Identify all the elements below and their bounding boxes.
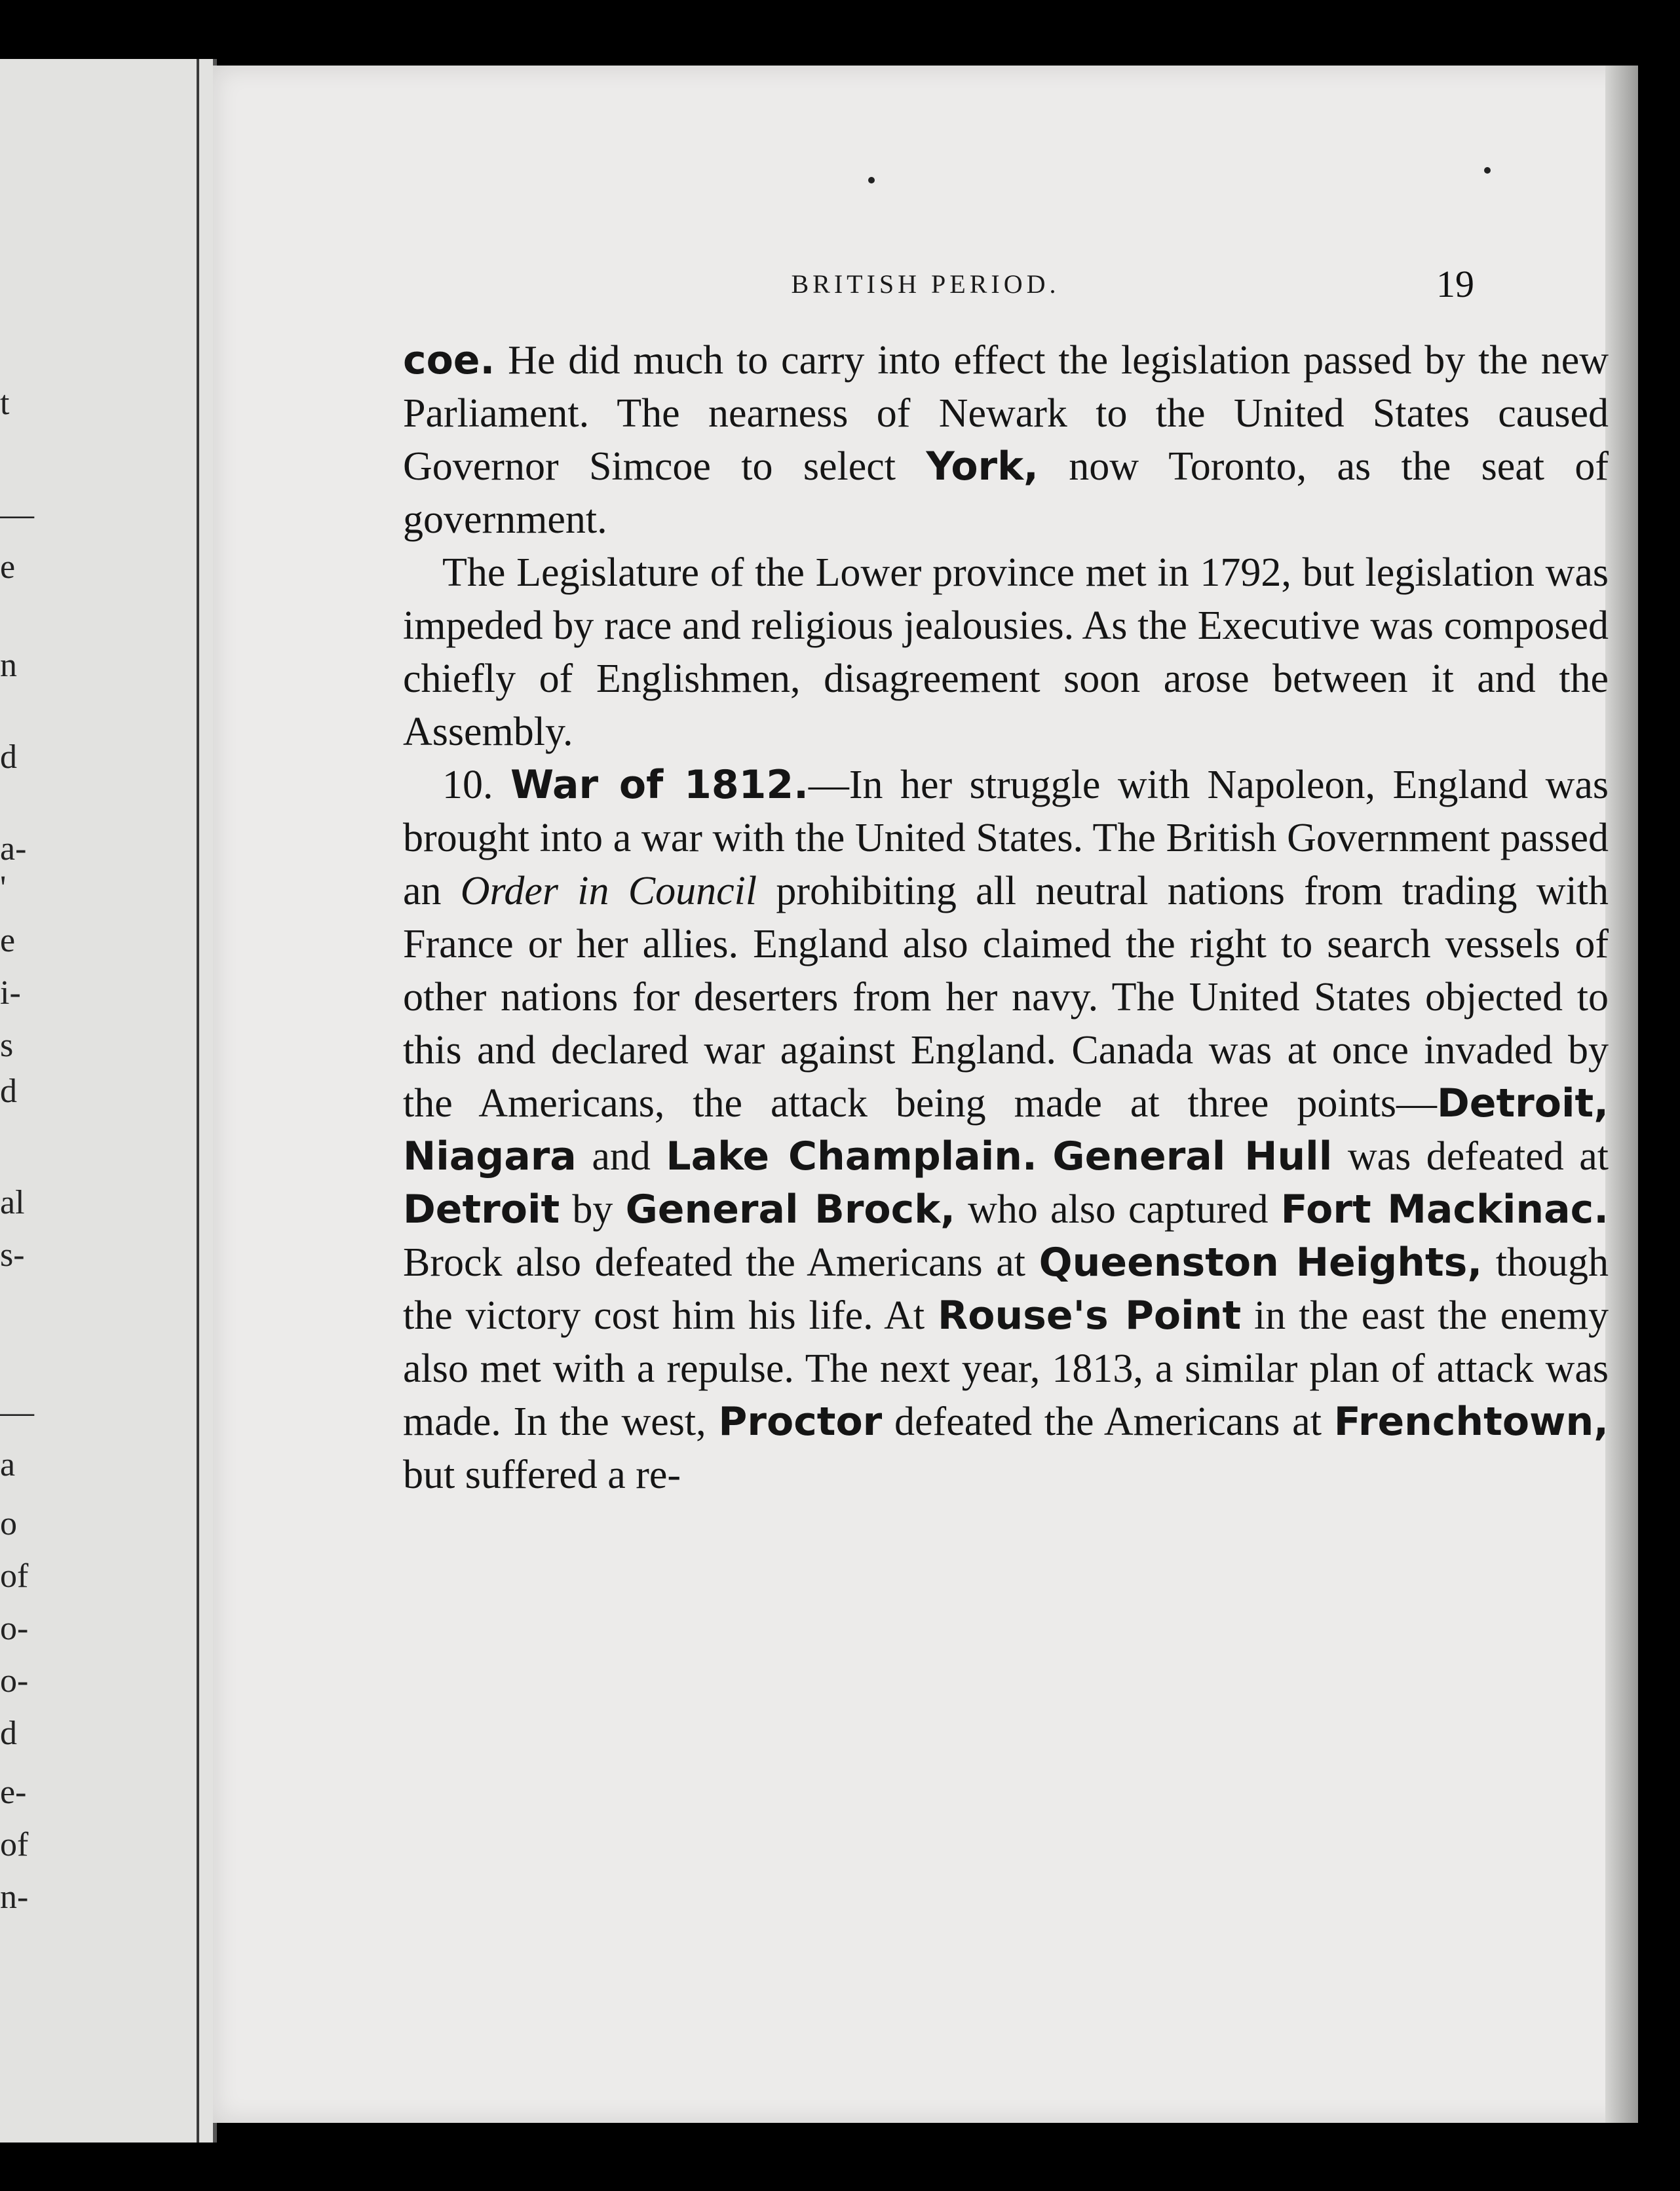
text-run: —In her struggle with Napoleon, England was brought into a war with the United States. The British Government passed an (403, 763, 1609, 913)
left-fragment: ' (0, 869, 7, 907)
text-run: though the victory cost him his life. At (403, 1240, 1609, 1338)
left-fragment: a- (0, 830, 27, 867)
left-fragment: d (0, 738, 17, 776)
text-run: prohibiting all neutral nations from trading with France or her allies. England also claimed the right to search vessels of other nations for deserters from her navy. The United States objected to this and declared war against England. Canada was at once invaded by the Americans, the attack being made at three points— (403, 869, 1609, 1126)
section-number: 10. (442, 763, 510, 807)
left-page (0, 59, 217, 2143)
ink-speck (868, 177, 875, 183)
text-run: Brock also defeated the Americans at (403, 1240, 1039, 1285)
bold-term: Queenston Heights, (1039, 1240, 1483, 1286)
left-fragment: e (0, 548, 16, 586)
left-fragment: n- (0, 1878, 29, 1916)
left-fragment: e (0, 922, 16, 959)
left-fragment: a (0, 1446, 16, 1483)
running-head-title: BRITISH PERIOD. (791, 269, 1060, 299)
text-run: defeated the Americans at (882, 1400, 1334, 1444)
text-run: was defeated at (1332, 1134, 1609, 1179)
left-fragment: s- (0, 1236, 25, 1274)
left-fragment: d (0, 1073, 17, 1110)
bold-term: Fort Mackinac. (1280, 1187, 1609, 1232)
bold-term: Proctor (718, 1399, 883, 1445)
italic-term: Order in Council (460, 869, 757, 913)
paragraph-1 (403, 334, 1609, 546)
left-fragment: — (0, 1394, 34, 1431)
left-fragment: o (0, 1505, 17, 1542)
left-fragment: e- (0, 1774, 27, 1811)
left-fragment: o- (0, 1610, 29, 1647)
bold-term: General Brock, (625, 1187, 955, 1232)
text-run: and (576, 1134, 666, 1179)
left-fragment: s (0, 1027, 14, 1064)
bold-term: York, (926, 444, 1039, 489)
bold-term: General Hull (1052, 1134, 1333, 1179)
bold-term: Detroit (403, 1187, 560, 1232)
ink-speck (1484, 167, 1491, 174)
bold-term: Detroit, Niagara (403, 1080, 1609, 1179)
text-run: but suffered a re- (403, 1453, 681, 1497)
page-edge-shadow (1605, 66, 1638, 2123)
running-head (377, 262, 1474, 305)
text-run: now Toronto, as the seat of government. (403, 444, 1609, 542)
text-run: by (560, 1187, 626, 1232)
left-fragment: of (0, 1826, 29, 1863)
left-fragment: al (0, 1184, 25, 1221)
text-run (1037, 1134, 1053, 1179)
text-run: The Legislature of the Lower province met in 1792, but legislation was impeded by race and religious jealousies. As the Executive was composed chiefly of Englishmen, disagreement soon arose between it and the Assembly. (403, 550, 1609, 754)
page-body (403, 334, 1609, 1502)
paragraph-2 (403, 546, 1609, 759)
bold-term: coe. (403, 337, 495, 383)
left-fragment: of (0, 1557, 29, 1595)
left-page-gutter (197, 59, 199, 2143)
page-number: 19 (1436, 263, 1474, 305)
left-fragment: o- (0, 1662, 29, 1700)
text-run: He did much to carry into effect the legislation passed by the new Parliament. The nearness of Newark to the United States caused Governor Simcoe to select (403, 338, 1609, 489)
left-fragment: d (0, 1715, 17, 1752)
bold-term: Frenchtown, (1333, 1399, 1609, 1445)
paragraph-3 (403, 759, 1609, 1502)
left-fragment: t (0, 385, 10, 422)
right-page (213, 66, 1638, 2123)
left-fragment: n (0, 647, 17, 684)
left-fragment: — (0, 496, 34, 533)
section-heading: War of 1812. (510, 762, 809, 808)
left-fragment: i- (0, 974, 21, 1012)
text-run: in the east the enemy also met with a repulse. The next year, 1813, a similar plan of attack was made. In the west, (403, 1293, 1609, 1444)
bold-term: Lake Champlain. (666, 1134, 1037, 1179)
text-run: who also captured (955, 1187, 1281, 1232)
bold-term: Rouse's Point (938, 1293, 1242, 1339)
